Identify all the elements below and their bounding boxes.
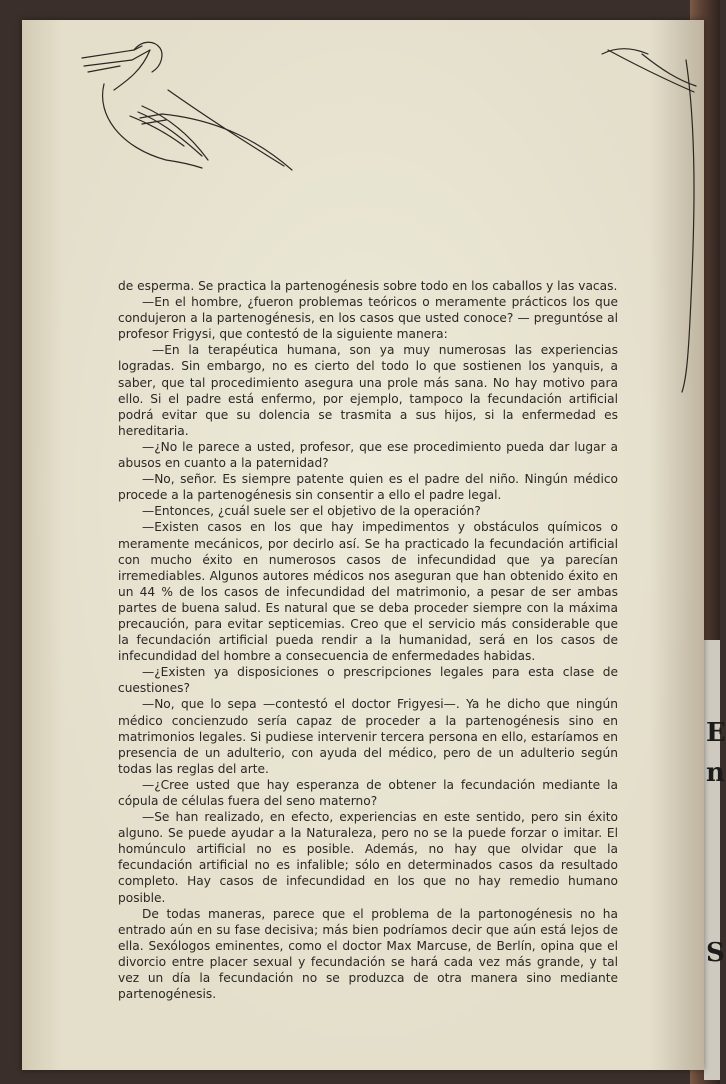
paragraph: —¿No le parece a usted, profesor, que ese procedimiento pueda dar lugar a abusos en cuanto a la paternidad?: [118, 439, 618, 471]
article-body: [118, 278, 618, 1002]
paragraph: —Existen casos en los que hay impedimentos y obstáculos químicos o meramente mecánicos, por decirlo así. Se ha practicado la fecundación artificial con mucho éxito en numerosos casos de infecundidad que ya parecían irremediables. Algunos autores médicos nos aseguran que han obtenido éxito en un 44 % de los casos de infecundidad del matrimonio, a pesar de ser ambas partes de buena salud. Es natural que se deba proceder siempre con la máxima precaución, para evitar septicemias. Creo que el servicio más considerable que la fecundación artificial pueda rendir a la humanidad, será en los casos de infecundidad del hombre a consecuencia de enfermedades habidas.: [118, 520, 618, 664]
paragraph: —Se han realizado, en efecto, experiencias en este sentido, pero sin éxito alguno. Se puede ayudar a la Naturaleza, pero no se la puede forzar o imitar. El homúnculo artificial no es posible. Además, no hay que olvidar que la fecundación artificial no es infalible; sólo en determinados casos da resultado completo. Hay casos de infecundidad en los que no hay remedio humano posible.: [118, 810, 618, 905]
paragraph: —En la terapéutica humana, son ya muy numerosas las experiencias logradas. Sin embargo, no es cierto del todo lo que sostienen los yanquis, a saber, que tal procedimiento asegura una prole más sana. No hay motivo para ello. Si el padre está enfermo, por ejemplo, tampoco la fecundación artificial podrá evitar que su dolencia se trasmita a sus hijos, si la enfermedad es hereditaria.: [118, 343, 618, 438]
paragraph: —No, señor. Es siempre patente quien es el padre del niño. Ningún médico procede a la partenogénesis sin consentir a ello el padre legal.: [118, 472, 618, 503]
adjacent-page-letter: n: [706, 758, 725, 788]
paragraph: —Entonces, ¿cuál suele ser el objetivo de la operación?: [142, 504, 481, 519]
paragraph: —No, que lo sepa —contestó el doctor Frigyesi—. Ya he dicho que ningún médico concienzudo sería capaz de proceder a la partenogénesis sino en matrimonios legales. Si pudiese intervenir tercera persona en ello, estaríamos en presencia de un adulterio, con ayuda del médico, pero de un adulterio según todas las reglas del arte.: [118, 697, 618, 776]
book-page: [22, 20, 704, 1070]
adjacent-page-edge: [704, 640, 726, 1080]
paragraph: —¿Cree usted que hay esperanza de obtener la fecundación mediante la cópula de células fuera del seno materno?: [118, 777, 618, 808]
paragraph: de esperma. Se practica la partenogénesis sobre todo en los caballos y las vacas.: [118, 279, 618, 293]
paragraph: —En el hombre, ¿fueron problemas teóricos o meramente prácticos los que condujeron a la partenogénesis, en los casos que usted conoce? — preguntóse al profesor Frigysi, que contestó de la siguiente manera:: [118, 295, 618, 342]
adjacent-page-letter: E: [706, 718, 726, 748]
paragraph: —¿Existen ya disposiciones o prescripciones legales para esta clase de cuestiones?: [118, 665, 618, 696]
paragraph: De todas maneras, parece que el problema de la partonogénesis no ha entrado aún en su fase decisiva; más bien podríamos decir que aún está lejos de ella. Sexólogos eminentes, como el doctor Max Marcuse, de Berlín, opina que el divorcio entre placer sexual y fecundación se hará cada vez más grande, y tal vez un día la fecundación no se produzca de otra manera sino mediante partenogénesis.: [118, 906, 618, 1002]
adjacent-page-letter: S: [706, 938, 725, 968]
